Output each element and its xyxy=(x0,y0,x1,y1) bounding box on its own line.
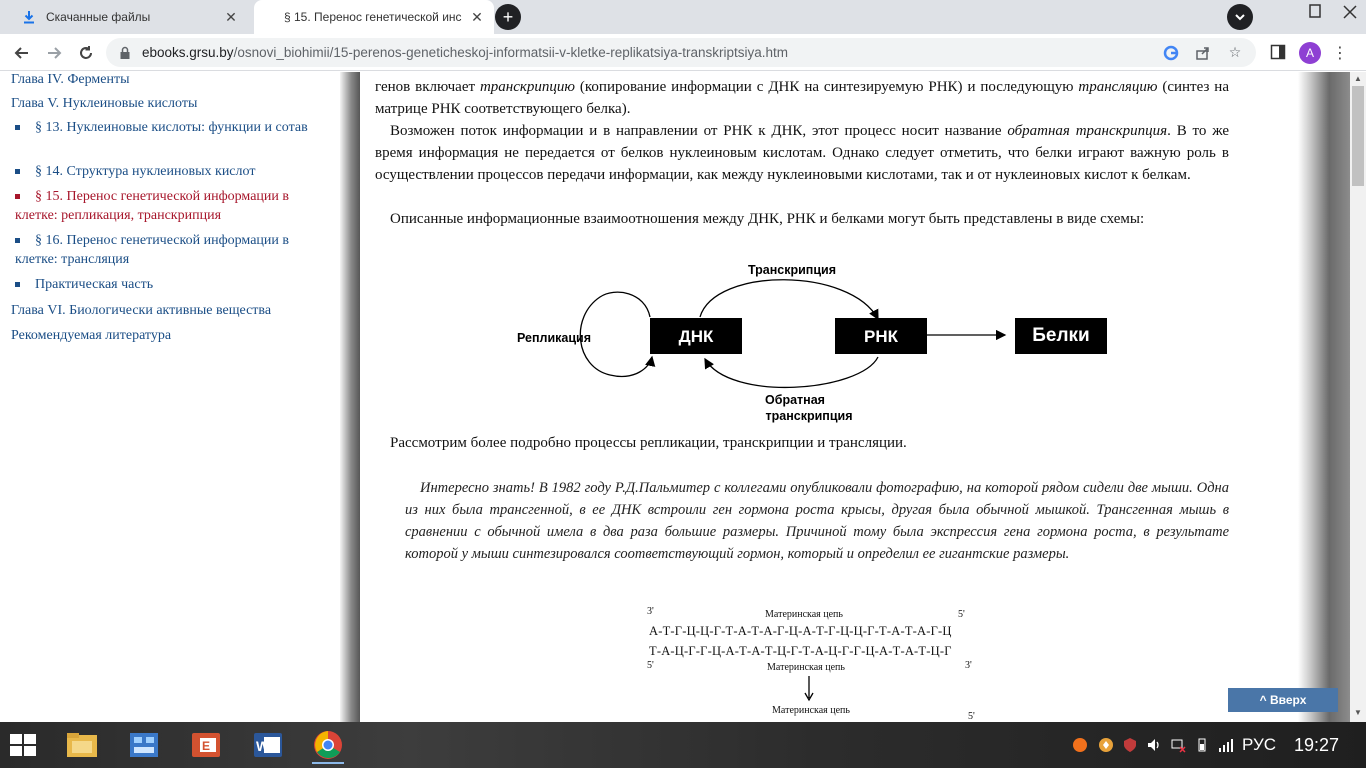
replication-loop xyxy=(580,292,652,376)
tab-label: Скачанные файлы xyxy=(46,10,151,24)
network-icon[interactable] xyxy=(1170,737,1186,753)
bullet-icon xyxy=(15,282,20,287)
p2-text-c: . В то же время информация не передается от белков нуклеиновым кислотам. Однако следует отметить, что белки играют важную роль в осуществлении процессов передачи информации, как между нуклеиновыми кислотами, так и от нуклеиновых кислот к белкам. xyxy=(375,123,1230,183)
toc-item-label: § 13. Нуклеиновые кислоты: функции и сотав xyxy=(35,120,308,135)
scrollbar[interactable] xyxy=(1350,72,1366,722)
toc-item-13[interactable] xyxy=(15,118,330,137)
back-to-top-button[interactable]: ^ Вверх xyxy=(1228,688,1338,712)
dna-label: ДНК xyxy=(678,327,714,346)
toc-item-16[interactable] xyxy=(15,231,330,269)
scroll-down-icon[interactable]: ▼ xyxy=(1354,708,1362,717)
chrome-icon[interactable] xyxy=(308,726,348,764)
windows-start-icon[interactable] xyxy=(10,734,36,756)
battery-icon[interactable] xyxy=(1194,737,1210,753)
strand-end-label: 5' xyxy=(968,711,975,722)
tab-strip xyxy=(0,0,1366,34)
rna-label: РНК xyxy=(864,327,898,346)
page-shadow-left xyxy=(340,72,360,722)
strand-end-label: 3' xyxy=(647,606,654,617)
tray-app-icon[interactable] xyxy=(1098,737,1114,753)
strand-label: Материнская цепь xyxy=(765,609,843,620)
paragraph-4: Рассмотрим более подробно процессы репликации, транскрипции и трансляции. xyxy=(390,435,907,451)
strand-end-label: 5' xyxy=(958,609,965,620)
bookmark-star-icon[interactable]: ☆ xyxy=(1228,44,1242,60)
tab-downloads[interactable] xyxy=(8,0,248,34)
url-host: ebooks.grsu.by xyxy=(142,45,234,60)
download-icon xyxy=(22,10,36,24)
toc-item-label: § 15. Перенос генетической информации в клетке: репликация, транскрипция xyxy=(15,189,289,223)
control-panel-icon[interactable] xyxy=(124,726,164,764)
scroll-thumb[interactable] xyxy=(1352,86,1364,186)
forward-button[interactable] xyxy=(42,41,66,65)
close-icon[interactable]: ✕ xyxy=(471,8,483,25)
tab-label: § 15. Перенос генетической инс xyxy=(284,10,462,24)
interesting-fact xyxy=(405,477,1229,565)
strand-end-label: 3' xyxy=(965,660,972,671)
close-window-icon[interactable] xyxy=(1340,2,1360,22)
transcription-label: Транскрипция xyxy=(747,263,837,277)
strand-end-label: 5' xyxy=(647,660,654,671)
table-of-contents xyxy=(0,72,340,722)
volume-icon[interactable] xyxy=(1146,737,1162,753)
p1-text-a: генов включает xyxy=(375,79,480,95)
system-clock[interactable]: 19:27 xyxy=(1294,735,1340,755)
bullet-icon xyxy=(15,169,20,174)
signal-icon[interactable] xyxy=(1218,737,1234,753)
toc-item-practice[interactable] xyxy=(15,275,330,294)
dna-sequence-2: Т-А-Ц-Г-Г-Ц-А-Т-А-Т-Ц-Г-Т-А-Ц-Г-Г-Ц-А-Т-А-Т-Ц-Г xyxy=(649,644,952,658)
google-translate-icon[interactable] xyxy=(1160,42,1182,64)
paragraph-3: Описанные информационные взаимоотношения между ДНК, РНК и белками могут быть представлены в виде схемы: xyxy=(390,211,1145,227)
address-bar[interactable] xyxy=(106,38,1256,67)
toc-item-14[interactable] xyxy=(15,162,330,181)
paragraph-2 xyxy=(375,120,1229,186)
toc-item-label: § 14. Структура нуклеиновых кислот xyxy=(35,164,256,179)
input-language[interactable]: РУС xyxy=(1242,735,1277,754)
p2-text-a: Возможен поток информации и в направлении от РНК к ДНК, этот процесс носит название xyxy=(390,123,1008,139)
file-explorer-icon[interactable] xyxy=(62,726,102,764)
windows-taskbar xyxy=(0,722,1366,768)
p1-text-e: (синтез на матрице РНК соответствующего белка). xyxy=(375,79,1229,117)
proteins-label: Белки xyxy=(1032,325,1090,346)
arrow-right-icon xyxy=(46,45,62,61)
fact-text: Интересно знать! В 1982 году Р.Д.Пальмитер с коллегами опубликовали фотографию, на которой рядом сидели две мыши. Одна из них была трансгенной, в ее ДНК встроили ген гормона роста крысы, другая была обычной мышкой. Трансгенная мышь в сравнении с обычной имела в два раза большие размеры. Причиной тому была экспрессия гена гормона роста, в результате которой у мыши синтезировался соответствующий гормон, который и определил ее гигантские размеры. xyxy=(405,480,1229,562)
replication-label: Репликация xyxy=(517,331,592,345)
svg-text:E: E xyxy=(202,739,211,753)
url-text xyxy=(142,45,1160,60)
reload-button[interactable] xyxy=(74,41,98,65)
paragraph-1 xyxy=(375,76,1229,120)
reverse-label-1: Обратная xyxy=(765,393,825,407)
scroll-up-icon[interactable]: ▲ xyxy=(1354,74,1362,83)
back-button[interactable] xyxy=(10,41,34,65)
toc-chapter-6[interactable]: Глава VI. Биологически активные вещества xyxy=(11,303,272,318)
avast-tray-icon[interactable] xyxy=(1072,737,1088,753)
arrow-left-icon xyxy=(14,45,30,61)
transcription-arc xyxy=(700,280,878,319)
lock-icon xyxy=(118,46,132,60)
toc-literature[interactable]: Рекомендуемая литература xyxy=(11,328,172,343)
p1-term-transcription: транскрипцию xyxy=(479,79,575,95)
tab-search-button[interactable] xyxy=(1227,4,1253,30)
toc-chapter-4[interactable]: Глава IV. Ферменты xyxy=(11,72,130,87)
avatar[interactable]: A xyxy=(1299,42,1321,64)
bullet-icon xyxy=(15,194,20,199)
restore-window-icon[interactable] xyxy=(1305,2,1325,22)
powerpoint-icon[interactable] xyxy=(186,726,226,764)
close-icon[interactable]: ✕ xyxy=(225,8,237,25)
strand-label: Материнская цепь xyxy=(767,662,845,673)
article-content xyxy=(360,72,1246,722)
reload-icon xyxy=(78,45,94,61)
url-path: /osnovi_biohimii/15-perenos-geneticheskoj-informatsii-v-kletke-replikatsiya-transkriptsiya.htm xyxy=(233,45,789,60)
p1-text-c: (копирование информации с ДНК на синтезируемую РНК) и последующую xyxy=(575,79,1079,95)
side-panel-icon[interactable] xyxy=(1270,44,1286,60)
tray-shield-icon[interactable] xyxy=(1122,737,1138,753)
new-tab-button[interactable]: + xyxy=(495,4,521,30)
toc-chapter-5[interactable]: Глава V. Нуклеиновые кислоты xyxy=(11,96,198,111)
tab-article[interactable] xyxy=(254,0,494,34)
information-flow-scheme xyxy=(500,257,1120,427)
toc-item-15[interactable] xyxy=(15,187,330,225)
bullet-icon xyxy=(15,238,20,243)
page xyxy=(0,72,1366,722)
p1-term-translation: трансляцию xyxy=(1078,79,1158,95)
reverse-transcription-arc xyxy=(705,357,878,387)
chevron-down-icon xyxy=(1234,11,1246,23)
share-icon[interactable] xyxy=(1192,42,1214,64)
dna-sequence-1: А-Т-Г-Ц-Ц-Г-Т-А-Т-А-Г-Ц-А-Т-Г-Ц-Ц-Г-Т-А-Т-А-Г-Ц xyxy=(649,624,952,638)
p2-term-reverse: обратная транскрипция xyxy=(1007,123,1168,139)
reverse-label-2: транскрипция xyxy=(765,409,853,423)
browser-toolbar xyxy=(0,34,1366,71)
bullet-icon xyxy=(15,125,20,130)
strand-label: Материнская цепь xyxy=(772,705,850,716)
menu-dots-icon[interactable]: ⋮ xyxy=(1332,45,1348,62)
dna-replication-figure xyxy=(640,604,980,722)
toc-item-label: § 16. Перенос генетической информации в клетке: трансляция xyxy=(15,233,289,267)
toc-item-label: Практическая часть xyxy=(35,277,154,292)
word-icon[interactable] xyxy=(248,726,288,764)
svg-text:W: W xyxy=(256,738,270,754)
arrow-down-icon xyxy=(802,676,816,702)
page-shadow-right xyxy=(1246,72,1350,722)
